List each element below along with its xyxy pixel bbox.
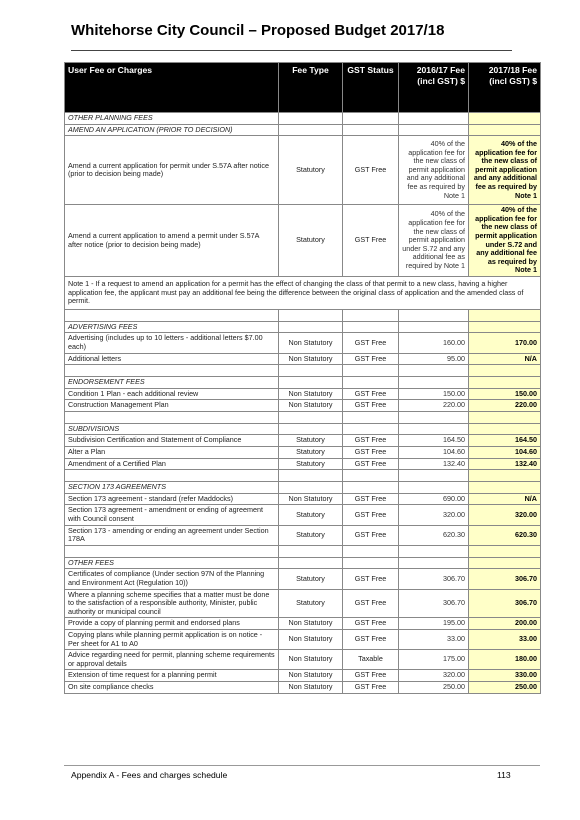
gst-status: GST Free xyxy=(343,569,399,589)
empty-cell xyxy=(65,545,279,557)
gst-status: GST Free xyxy=(343,629,399,649)
gst-status: GST Free xyxy=(343,388,399,400)
section-heading: SECTION 173 AGREEMENTS xyxy=(65,482,279,494)
section-heading: OTHER FEES xyxy=(65,557,279,569)
fee-row xyxy=(65,458,541,470)
fee-2016-17: 620.30 xyxy=(399,525,469,545)
empty-cell xyxy=(469,321,541,333)
gst-status: GST Free xyxy=(343,493,399,505)
empty-cell xyxy=(65,309,279,321)
fee-row xyxy=(65,493,541,505)
footer-caption: Appendix A - Fees and charges schedule xyxy=(71,770,228,780)
empty-cell xyxy=(343,423,399,435)
empty-cell xyxy=(279,482,343,494)
header-fee-2017: 2017/18 Fee (incl GST) $ xyxy=(469,63,541,113)
empty-cell xyxy=(343,470,399,482)
fee-row xyxy=(65,525,541,545)
fee-row xyxy=(65,681,541,693)
fee-2017-18: 170.00 xyxy=(469,333,541,353)
fee-description: Copying plans while planning permit application is on notice - Per sheet for A1 to A0 xyxy=(65,629,279,649)
section-heading-row xyxy=(65,113,541,125)
empty-cell xyxy=(399,113,469,125)
fee-description: Section 173 - amending or ending an agreement under Section 178A xyxy=(65,525,279,545)
title-rule xyxy=(71,50,512,51)
gst-status: GST Free xyxy=(343,681,399,693)
fee-2016-17: 164.50 xyxy=(399,435,469,447)
fee-2017-18: 104.60 xyxy=(469,447,541,459)
page-number: 113 xyxy=(497,770,511,780)
fee-2017-18: 330.00 xyxy=(469,670,541,682)
fee-type: Non Statutory xyxy=(279,400,343,412)
empty-cell xyxy=(469,557,541,569)
gst-status: GST Free xyxy=(343,447,399,459)
fee-row xyxy=(65,435,541,447)
fee-2016-17: 40% of the application fee for the new class of permit application under S.72 and any additional fee as required by Note 1 xyxy=(399,205,469,277)
page-title: Whitehorse City Council – Proposed Budget 2017/18 xyxy=(71,22,445,39)
fee-2016-17: 306.70 xyxy=(399,569,469,589)
gst-status: GST Free xyxy=(343,435,399,447)
fee-row xyxy=(65,205,541,277)
empty-cell xyxy=(343,124,399,136)
section-heading: ENDORSEMENT FEES xyxy=(65,377,279,389)
fee-description: Condition 1 Plan - each additional review xyxy=(65,388,279,400)
fee-2017-18: 250.00 xyxy=(469,681,541,693)
fee-description: Advertising (includes up to 10 letters - additional letters $7.00 each) xyxy=(65,333,279,353)
empty-cell xyxy=(343,545,399,557)
note-text: Note 1 - If a request to amend an application for a permit has the effect of changing the class of that permit to a new class, having a higher application fee, the applicant must pay an additional fee being the difference between the original class of application and the amended class of permit. xyxy=(65,276,541,309)
empty-cell xyxy=(469,124,541,136)
gst-status: GST Free xyxy=(343,400,399,412)
spacer-row xyxy=(65,470,541,482)
fee-row xyxy=(65,589,541,618)
fee-2016-17: 175.00 xyxy=(399,650,469,670)
fees-table-header xyxy=(65,63,541,113)
fee-2016-17: 132.40 xyxy=(399,458,469,470)
fee-2017-18: 200.00 xyxy=(469,618,541,630)
empty-cell xyxy=(399,365,469,377)
fee-2017-18: 620.30 xyxy=(469,525,541,545)
fee-description: Amendment of a Certified Plan xyxy=(65,458,279,470)
fee-type: Statutory xyxy=(279,505,343,525)
subsection-heading-row xyxy=(65,124,541,136)
fee-2016-17: 320.00 xyxy=(399,670,469,682)
empty-cell xyxy=(399,124,469,136)
fee-description: Alter a Plan xyxy=(65,447,279,459)
fee-2016-17: 320.00 xyxy=(399,505,469,525)
fee-row xyxy=(65,333,541,353)
fee-2016-17: 160.00 xyxy=(399,333,469,353)
section-heading-row xyxy=(65,377,541,389)
fee-row xyxy=(65,505,541,525)
spacer-row xyxy=(65,411,541,423)
empty-cell xyxy=(343,482,399,494)
fee-description: Subdivision Certification and Statement of Compliance xyxy=(65,435,279,447)
fee-row xyxy=(65,353,541,365)
fee-type: Statutory xyxy=(279,589,343,618)
fee-type: Non Statutory xyxy=(279,388,343,400)
empty-cell xyxy=(343,309,399,321)
gst-status: GST Free xyxy=(343,525,399,545)
empty-cell xyxy=(399,411,469,423)
fee-2017-18: N/A xyxy=(469,493,541,505)
section-heading: AMEND AN APPLICATION (PRIOR TO DECISION) xyxy=(65,124,279,136)
empty-cell xyxy=(279,411,343,423)
fee-description: Additional letters xyxy=(65,353,279,365)
fee-row xyxy=(65,618,541,630)
fee-type: Non Statutory xyxy=(279,650,343,670)
fee-type: Non Statutory xyxy=(279,629,343,649)
fee-2017-18: 306.70 xyxy=(469,589,541,618)
fee-row xyxy=(65,447,541,459)
fee-2016-17: 33.00 xyxy=(399,629,469,649)
empty-cell xyxy=(399,482,469,494)
spacer-row xyxy=(65,545,541,557)
fee-row xyxy=(65,400,541,412)
empty-cell xyxy=(279,470,343,482)
fee-type: Statutory xyxy=(279,435,343,447)
fee-description: Amend a current application for permit under S.57A after notice (prior to decision being made) xyxy=(65,136,279,205)
empty-cell xyxy=(469,365,541,377)
empty-cell xyxy=(469,470,541,482)
empty-cell xyxy=(343,377,399,389)
fee-type: Non Statutory xyxy=(279,493,343,505)
empty-cell xyxy=(399,377,469,389)
empty-cell xyxy=(469,423,541,435)
empty-cell xyxy=(469,545,541,557)
empty-cell xyxy=(279,124,343,136)
empty-cell xyxy=(469,113,541,125)
fee-2017-18: 33.00 xyxy=(469,629,541,649)
empty-cell xyxy=(279,377,343,389)
empty-cell xyxy=(399,423,469,435)
fee-type: Non Statutory xyxy=(279,333,343,353)
fee-type: Statutory xyxy=(279,525,343,545)
fee-2017-18: N/A xyxy=(469,353,541,365)
fee-row xyxy=(65,388,541,400)
fees-table-body xyxy=(65,113,541,694)
fee-description: Section 173 agreement - standard (refer Maddocks) xyxy=(65,493,279,505)
empty-cell xyxy=(65,411,279,423)
fee-type: Non Statutory xyxy=(279,618,343,630)
fee-2017-18: 220.00 xyxy=(469,400,541,412)
fee-type: Statutory xyxy=(279,136,343,205)
empty-cell xyxy=(279,309,343,321)
header-fee-type: Fee Type xyxy=(279,63,343,113)
gst-status: GST Free xyxy=(343,333,399,353)
fee-2016-17: 250.00 xyxy=(399,681,469,693)
fee-2016-17: 306.70 xyxy=(399,589,469,618)
gst-status: GST Free xyxy=(343,618,399,630)
empty-cell xyxy=(279,321,343,333)
fee-type: Non Statutory xyxy=(279,670,343,682)
fee-2017-18: 40% of the application fee for the new class of permit application under S.72 and any additional fee as required by Note 1 xyxy=(469,205,541,277)
empty-cell xyxy=(399,557,469,569)
fee-description: Advice regarding need for permit, planning scheme requirements or approval details xyxy=(65,650,279,670)
gst-status: GST Free xyxy=(343,589,399,618)
fee-2017-18: 40% of the application fee for the new class of permit application and any additional fee as required by Note 1 xyxy=(469,136,541,205)
fee-description: Extension of time request for a planning permit xyxy=(65,670,279,682)
fee-row xyxy=(65,629,541,649)
empty-cell xyxy=(469,411,541,423)
header-gst-status: GST Status xyxy=(343,63,399,113)
fee-description: Provide a copy of planning permit and endorsed plans xyxy=(65,618,279,630)
empty-cell xyxy=(399,545,469,557)
footer-rule xyxy=(64,765,540,766)
gst-status: GST Free xyxy=(343,353,399,365)
empty-cell xyxy=(469,482,541,494)
empty-cell xyxy=(343,113,399,125)
empty-cell xyxy=(279,557,343,569)
fee-2017-18: 306.70 xyxy=(469,569,541,589)
fee-row xyxy=(65,670,541,682)
empty-cell xyxy=(399,309,469,321)
fee-type: Statutory xyxy=(279,447,343,459)
section-heading-row xyxy=(65,557,541,569)
header-fee-name: User Fee or Charges xyxy=(65,63,279,113)
fee-type: Statutory xyxy=(279,569,343,589)
empty-cell xyxy=(343,365,399,377)
fee-description: On site compliance checks xyxy=(65,681,279,693)
fee-row xyxy=(65,650,541,670)
gst-status: GST Free xyxy=(343,670,399,682)
empty-cell xyxy=(279,113,343,125)
fee-row xyxy=(65,569,541,589)
empty-cell xyxy=(65,470,279,482)
fees-table xyxy=(64,62,541,694)
empty-cell xyxy=(279,423,343,435)
section-heading: OTHER PLANNING FEES xyxy=(65,113,279,125)
fee-2017-18: 320.00 xyxy=(469,505,541,525)
empty-cell xyxy=(469,309,541,321)
fee-type: Statutory xyxy=(279,458,343,470)
section-heading-row xyxy=(65,423,541,435)
empty-cell xyxy=(399,321,469,333)
fee-type: Statutory xyxy=(279,205,343,277)
header-fee-2016: 2016/17 Fee (incl GST) $ xyxy=(399,63,469,113)
gst-status: GST Free xyxy=(343,205,399,277)
empty-cell xyxy=(343,557,399,569)
fee-description: Where a planning scheme specifies that a matter must be done to the satisfaction of a responsible authority, Minister, public authority or municipal council xyxy=(65,589,279,618)
section-heading: SUBDIVISIONS xyxy=(65,423,279,435)
fee-description: Construction Management Plan xyxy=(65,400,279,412)
note-row xyxy=(65,276,541,309)
fee-description: Section 173 agreement - amendment or ending of agreement with Council consent xyxy=(65,505,279,525)
fee-2016-17: 150.00 xyxy=(399,388,469,400)
gst-status: GST Free xyxy=(343,458,399,470)
empty-cell xyxy=(279,545,343,557)
fee-2017-18: 180.00 xyxy=(469,650,541,670)
section-heading-row xyxy=(65,482,541,494)
fee-2016-17: 104.60 xyxy=(399,447,469,459)
spacer-row xyxy=(65,309,541,321)
empty-cell xyxy=(65,365,279,377)
fee-row xyxy=(65,136,541,205)
fee-2016-17: 690.00 xyxy=(399,493,469,505)
section-heading-row xyxy=(65,321,541,333)
gst-status: Taxable xyxy=(343,650,399,670)
fee-description: Amend a current application to amend a permit under S.57A after notice (prior to decision being made) xyxy=(65,205,279,277)
fee-2016-17: 220.00 xyxy=(399,400,469,412)
empty-cell xyxy=(279,365,343,377)
fee-type: Non Statutory xyxy=(279,353,343,365)
fee-2017-18: 164.50 xyxy=(469,435,541,447)
fee-2016-17: 95.00 xyxy=(399,353,469,365)
gst-status: GST Free xyxy=(343,136,399,205)
fee-2016-17: 195.00 xyxy=(399,618,469,630)
empty-cell xyxy=(343,411,399,423)
gst-status: GST Free xyxy=(343,505,399,525)
fee-description: Certificates of compliance (Under section 97N of the Planning and Environment Act (Regulation 10)) xyxy=(65,569,279,589)
fee-2017-18: 150.00 xyxy=(469,388,541,400)
fee-2017-18: 132.40 xyxy=(469,458,541,470)
spacer-row xyxy=(65,365,541,377)
section-heading: ADVERTISING FEES xyxy=(65,321,279,333)
empty-cell xyxy=(399,470,469,482)
fee-2016-17: 40% of the application fee for the new class of permit application and any additional fee as required by Note 1 xyxy=(399,136,469,205)
empty-cell xyxy=(343,321,399,333)
empty-cell xyxy=(469,377,541,389)
fee-type: Non Statutory xyxy=(279,681,343,693)
